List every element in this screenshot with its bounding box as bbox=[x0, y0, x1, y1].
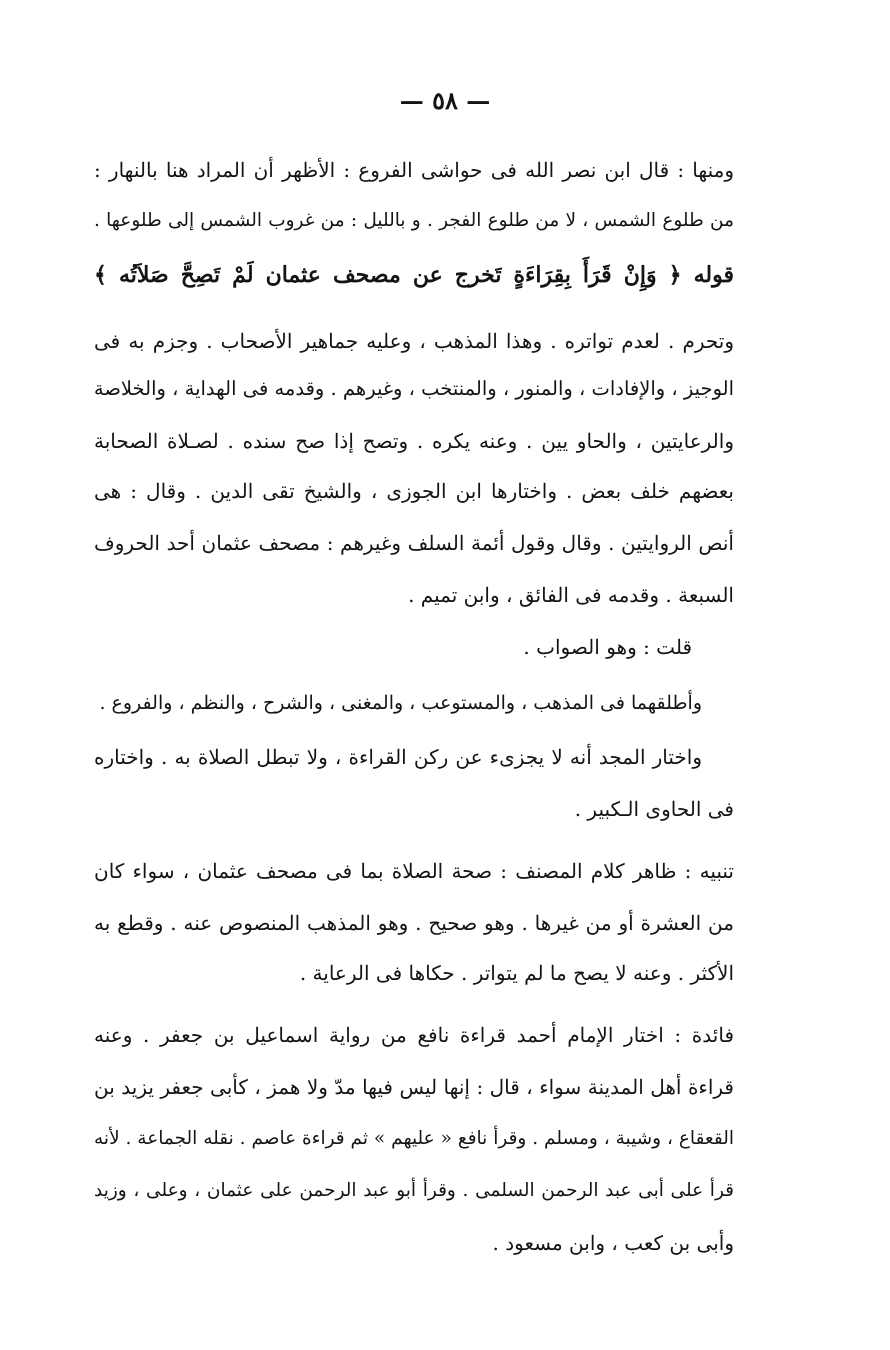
text-line: السبعة . وقدمه فى الفائق ، وابن تميم . bbox=[408, 583, 734, 607]
text-line: وأبى بن كعب ، وابن مسعود . bbox=[492, 1231, 734, 1255]
text-line: قرأ على أبى عبد الرحمن السلمى . وقرأ أبو عبد الرحمن على عثمان ، وعلى ، وزيد bbox=[94, 1180, 734, 1201]
text-line: والرعايتين ، والحاو يين . وعنه يكره . وتصح إذا صح سنده . لصـلاة الصحابة bbox=[94, 429, 734, 453]
text-line: وأطلقهما فى المذهب ، والمستوعب ، والمغنى ، والشرح ، والنظم ، والفروع . bbox=[99, 692, 702, 714]
page-number: — ٥٨ — bbox=[399, 86, 491, 115]
text-line: القعقاع ، وشيبة ، ومسلم . وقرأ نافع « عليهم » ثم قراءة عاصم . نقله الجماعة . لأنه bbox=[94, 1128, 734, 1149]
text-line: فائدة : اختار الإمام أحمد قراءة نافع من رواية اسماعيل بن جعفر . وعنه bbox=[94, 1023, 734, 1047]
text-line: الأكثر . وعنه لا يصح ما لم يتواتر . حكاها فى الرعاية . bbox=[299, 961, 734, 985]
text-line: أنص الروايتين . وقال وقول أئمة السلف وغيرهم : مصحف عثمان أحد الحروف bbox=[94, 531, 734, 555]
quoted-heading-line: قوله ﴿ وَإِنْ قَرَأَ بِقِرَاءَةٍ تَخرج عن مصحف عثمان لَمْ تَصِحَّ صَلاَتُه ﴾ bbox=[94, 262, 734, 288]
text-line: قلت : وهو الصواب . bbox=[523, 635, 692, 659]
text-line: تنبيه : ظاهر كلام المصنف : صحة الصلاة بما فى مصحف عثمان ، سواء كان bbox=[94, 859, 734, 883]
text-line: من طلوع الشمس ، لا من طلوع الفجر . و بالليل : من غروب الشمس إلى طلوعها . bbox=[94, 210, 734, 231]
text-line: الوجيز ، والإفادات ، والمنور ، والمنتخب ، وغيرهم . وقدمه فى الهداية ، والخلاصة bbox=[93, 377, 734, 400]
text-line: ومنها : قال ابن نصر الله فى حواشى الفروع : الأظهر أن المراد هنا بالنهار : bbox=[94, 158, 734, 182]
text-line: وتحرم . لعدم تواتره . وهذا المذهب ، وعليه جماهير الأصحاب . وجزم به فى bbox=[94, 329, 734, 353]
text-line: واختار المجد أنه لا يجزىء عن ركن القراءة ، ولا تبطل الصلاة به . واختاره bbox=[94, 745, 702, 769]
text-line: بعضهم خلف بعض . واختارها ابن الجوزى ، والشيخ تقى الدين . وقال : هى bbox=[94, 479, 734, 503]
text-line: من العشرة أو من غيرها . وهو صحيح . وهو المذهب المنصوص عنه . وقطع به bbox=[94, 911, 734, 935]
text-line: فى الحاوى الـكبير . bbox=[574, 797, 734, 821]
text-line: قراءة أهل المدينة سواء ، قال : إنها ليس فيها مدّ ولا همز ، كأبى جعفر يزيد بن bbox=[94, 1075, 734, 1099]
